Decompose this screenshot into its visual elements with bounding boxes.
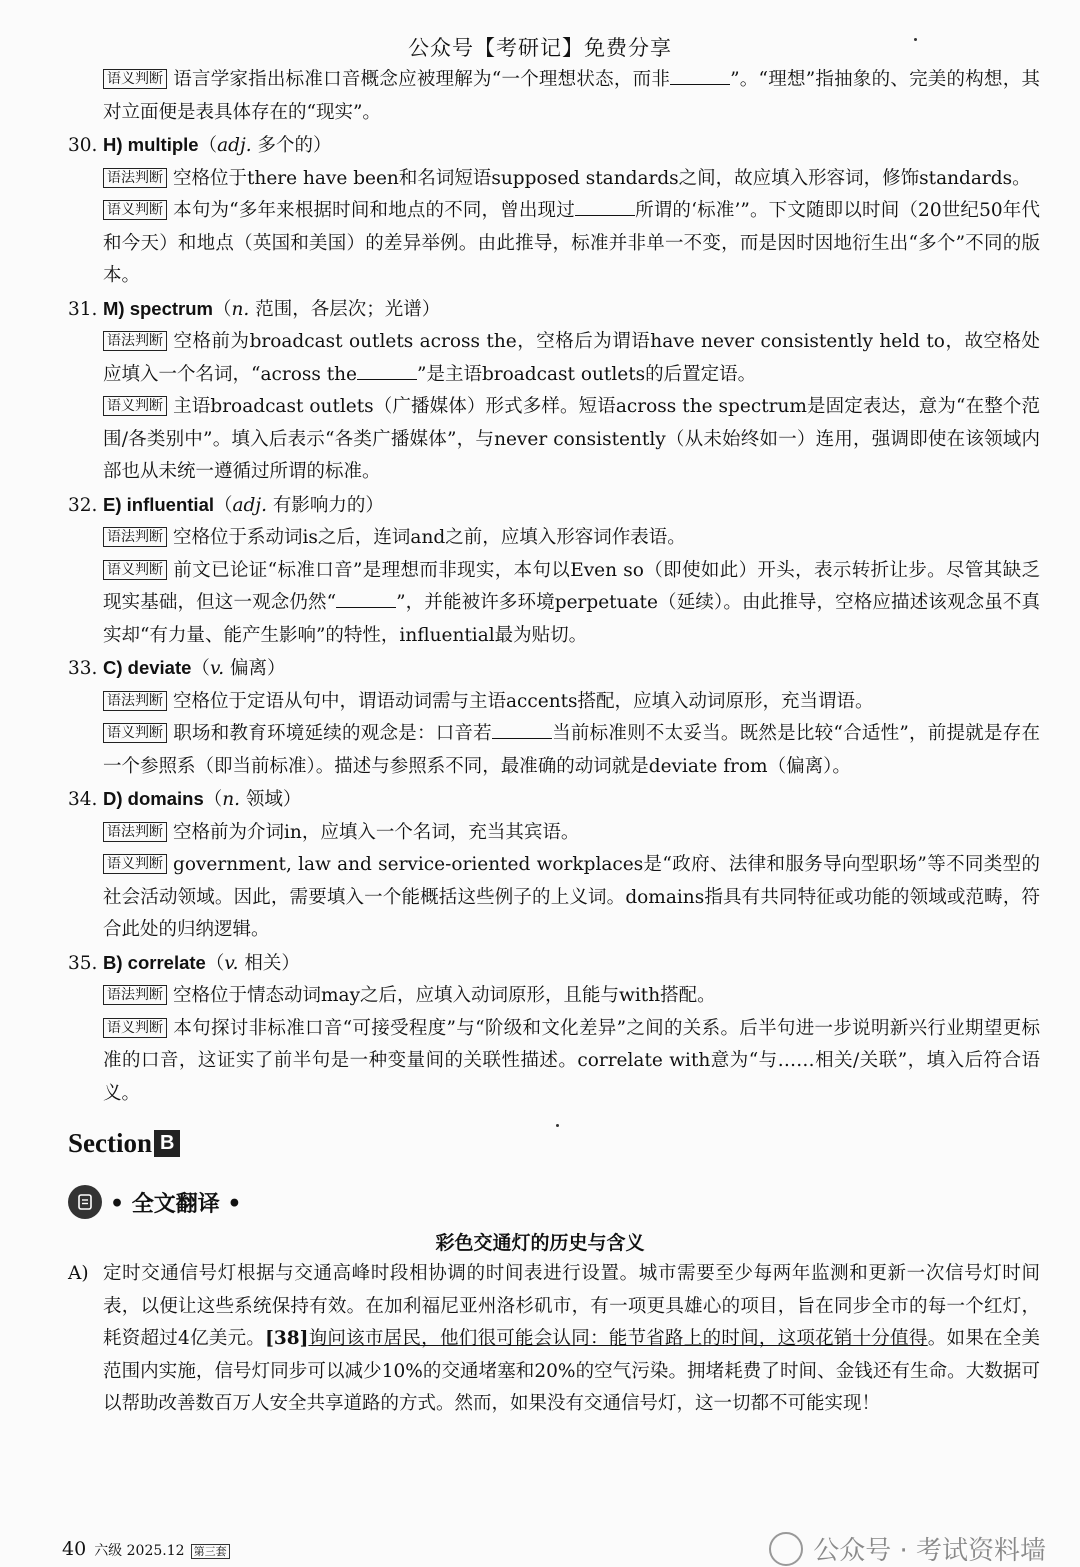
semantic-explanation-35: 语义判断 本句探讨非标准口音“可接受程度”与“阶级和文化差异”之间的关系。后半句进一步说明新兴行业期望更标准的口音，这证实了前半句是一种变量间的关联性描述。correlate with意为“与……相关/关联”，填入后符合语义。: [103, 1017, 1040, 1104]
syntax-explanation-34: 语法判断 空格前为介词in，应填入一个名词，充当其宾语。: [68, 817, 1040, 850]
syntax-tag: 语法判断: [103, 168, 167, 188]
semantic-explanation-33: 语义判断 职场和教育环境延续的观念是：口音若 当前标准则不太妥当。既然是比较“合适性”，前提就是存在一个参照系（即当前标准）。描述与参照系不同，最准确的动词就是deviate from（偏离）。: [103, 723, 1040, 777]
question-heading-33: 33. C) deviate（v. 偏离）: [68, 657, 286, 679]
section-heading: Section B: [68, 1128, 180, 1159]
underlined-answer-text: 询问该市居民，他们很可能会认同：能节省路上的时间，这项花销十分值得: [308, 1328, 928, 1349]
question-heading-31: 31. M) spectrum（n. 范围，各层次；光谱）: [68, 297, 441, 320]
syntax-explanation-31: 语法判断 空格前为broadcast outlets across the，空格后为谓语have never consistently held to，故空格处应填入一个名词，“across the ”是主语broadcast outlets的后置定语。: [103, 331, 1040, 385]
blank: [492, 722, 552, 739]
translation-heading: [68, 1185, 241, 1219]
syntax-tag: 语法判断: [103, 331, 167, 351]
page-header: 公众号【考研记】免费分享: [408, 36, 672, 60]
question-heading-30: 30. H) multiple（adj. 多个的）: [68, 134, 332, 156]
syntax-tag: 语法判断: [103, 527, 167, 547]
translation-paragraph-a: A) 定时交通信号灯根据与交通高峰时段相协调的时间表进行设置。城市需要至少每两年监测和更新一次信号灯时间表，以便让这些系统保持有效。在加利福尼亚州洛杉矶市，有一项更具雄心的项目，旨在同步全市的每一个红灯，耗资超过4亿美元。[38]询问该市居民，他们很可能会认同：能节省路上的时间，这项花销十分值得。如果在全美范围内实施，信号灯同步可以减少10%的交通堵塞和20%的空气污染。拥堵耗费了时间、金钱还有生命。大数据可以帮助改善数百万人安全共享道路的方式。然而，如果没有交通信号灯，这一切都不可能实现！: [68, 1258, 1040, 1421]
semantic-tag: 语义判断: [103, 1018, 167, 1038]
syntax-tag: 语法判断: [103, 985, 167, 1005]
page-number: 40: [62, 1538, 87, 1560]
blank: [575, 199, 635, 216]
wechat-icon: [769, 1532, 803, 1566]
semantic-explanation-31: 语义判断 主语broadcast outlets（广播媒体）形式多样。短语across the spectrum是固定表达，意为“在整个范围/各类别中”。填入后表示“各类广播媒体”，与never consistently（从未始终如一）连用，强调即使在该领域内部也从未统一遵循过所谓的标准。: [103, 396, 1040, 482]
syntax-explanation-32: 语法判断 空格位于系动词is之后，连词and之前，应填入形容词作表语。: [68, 522, 1040, 555]
set-badge: 第三套: [191, 1544, 230, 1559]
semantic-tag: 语义判断: [103, 200, 167, 220]
semantic-explanation-34: 语义判断 government, law and service-oriented workplaces是“政府、法律和服务导向型职场”等不同类型的社会活动领域。因此，需要填入一个能概括这些例子的上义词。domains指具有共同特征或功能的领域或范畴，符合此处的归纳逻辑。: [103, 854, 1040, 940]
blank: [336, 591, 396, 608]
article-title: 彩色交通灯的历史与含义: [435, 1232, 645, 1254]
syntax-explanation-33: 语法判断 空格位于定语从句中，谓语动词需与主语accents搭配，应填入动词原形，充当谓语。: [68, 686, 1040, 719]
syntax-explanation-30: 语法判断 空格位于there have been和名词短语supposed standards之间，故应填入形容词，修饰standards。: [68, 163, 1040, 196]
question-heading-32: 32. E) influential（adj. 有影响力的）: [68, 493, 384, 516]
speck: [556, 1124, 559, 1127]
syntax-explanation-35: 语法判断 空格位于情态动词may之后，应填入动词原形，且能与with搭配。: [68, 980, 1040, 1013]
semantic-tag: 语义判断: [103, 723, 167, 743]
watermark: 公众号 · 考试资料墙: [769, 1530, 1046, 1567]
blank: [357, 363, 417, 380]
intro-paragraph: 语义判断 语言学家指出标准口音概念应被理解为“一个理想状态，而非 ”。“理想”指抽象的、完美的构想，其对立面便是表具体存在的“现实”。: [103, 69, 1040, 123]
paragraph-label: A): [68, 1263, 89, 1284]
semantic-explanation-32: 语义判断 前文已论证“标准口音”是理想而非现实，本句以Even so（即使如此）开头，表示转折让步。尽管其缺乏现实基础，但这一观念仍然“ ”，并能被许多环境perpetuate（延续）。由此推导，空格应描述该观念虽不真实却“有力量、能产生影响”的特性，influential最为贴切。: [103, 559, 1040, 646]
section-letter-badge: B: [154, 1130, 180, 1157]
question-heading-35: 35. B) correlate（v. 相关）: [68, 951, 300, 974]
blank: [670, 68, 730, 85]
semantic-tag: 语义判断: [103, 854, 167, 874]
translation-label: • 全文翻译 •: [110, 1190, 242, 1217]
speck: [914, 38, 917, 41]
syntax-tag: 语法判断: [103, 691, 167, 711]
semantic-explanation-30: 语义判断 本句为“多年来根据时间和地点的不同，曾出现过 所谓的‘标准’”。下文随即以时间（20世纪50年代和今天）和地点（英国和美国）的差异举例。由此推导，标准并非单一不变，而是因时因地衍生出“多个”不同的版本。: [103, 200, 1040, 286]
page-footer: 40 六级 2025.12 第三套: [62, 1538, 230, 1560]
answer-explanations: [68, 64, 1040, 1110]
document-icon: [68, 1185, 102, 1219]
question-heading-34: 34. D) domains（n. 领域）: [68, 788, 302, 810]
syntax-tag: 语法判断: [103, 822, 167, 842]
semantic-tag: 语义判断: [103, 560, 167, 580]
question-ref: [38]: [265, 1328, 309, 1349]
semantic-tag: 语义判断: [103, 396, 167, 416]
semantic-tag: 语义判断: [103, 69, 167, 89]
